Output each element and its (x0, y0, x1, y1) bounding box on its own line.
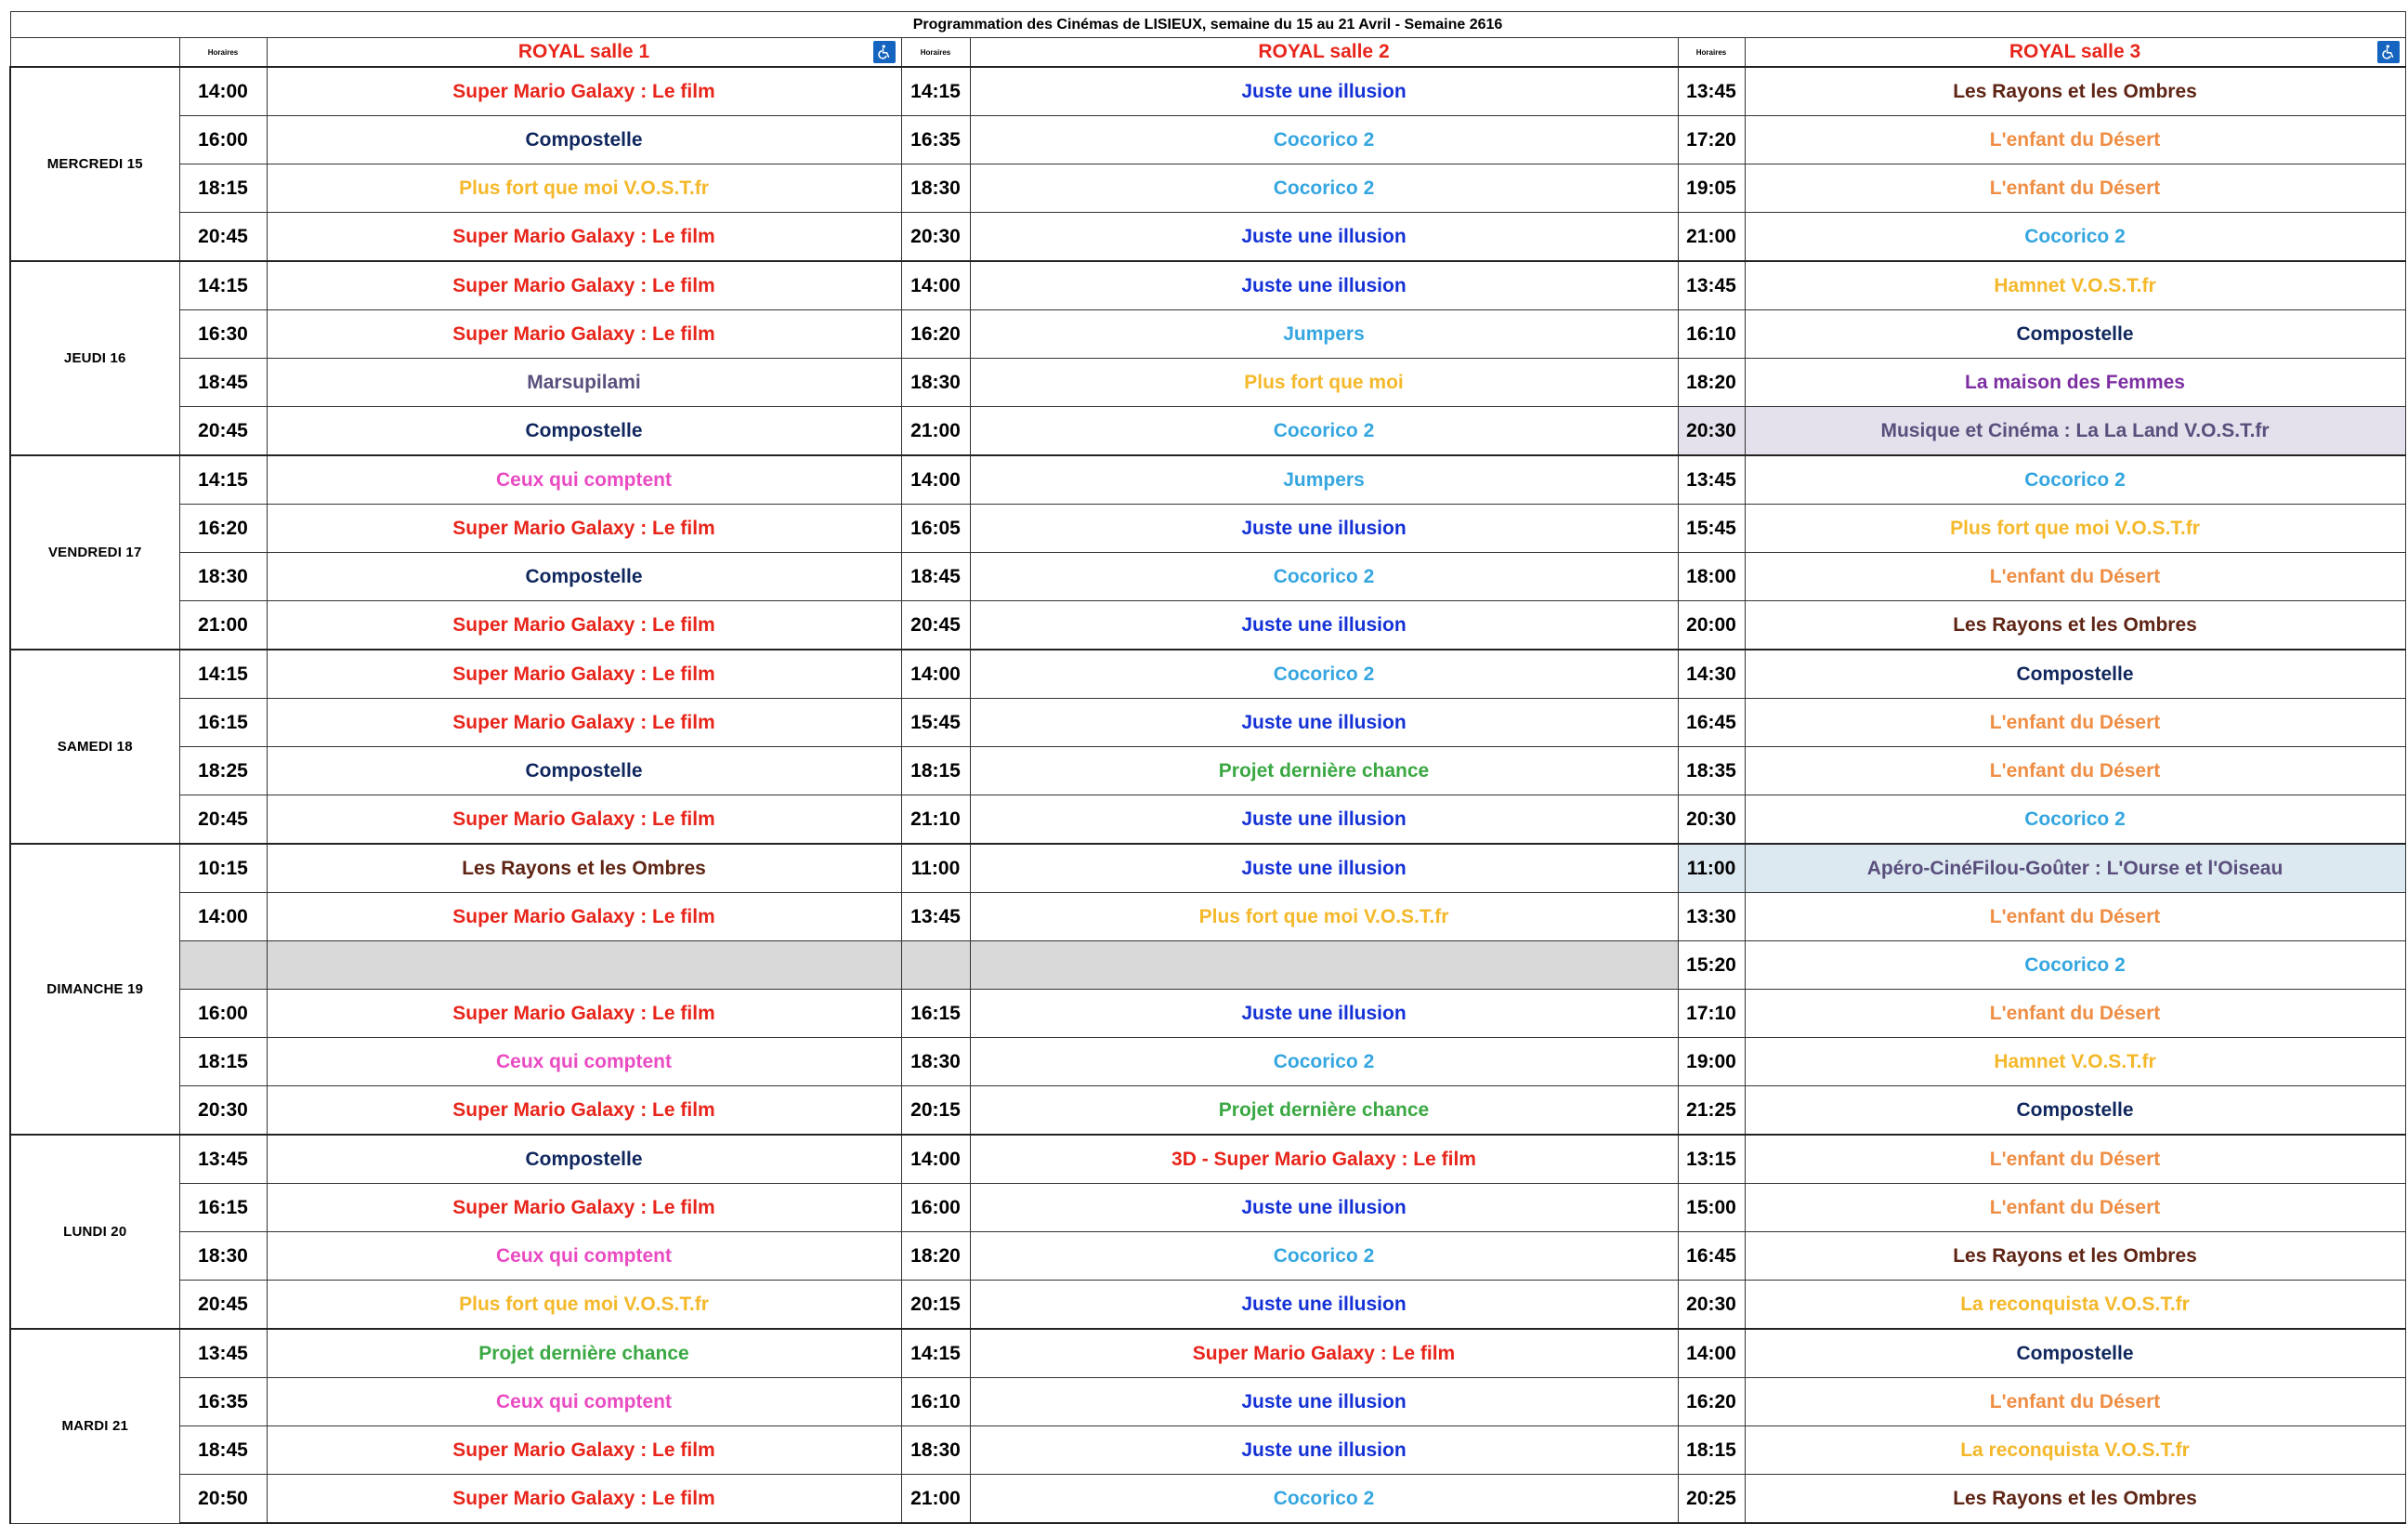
showtime-salle-2: 20:45 (901, 601, 970, 650)
showtime-salle-2: 14:00 (901, 261, 970, 310)
film-title-salle-3: L'enfant du Désert (1745, 553, 2405, 601)
showtime-salle-1: 16:15 (179, 1184, 267, 1232)
film-title-salle-1: Super Mario Galaxy : Le film (267, 213, 901, 262)
film-title-salle-1: Compostelle (267, 747, 901, 795)
wheelchair-accessible-icon (2377, 41, 2400, 63)
showtime-salle-3: 18:20 (1678, 359, 1745, 407)
film-title-salle-1: Super Mario Galaxy : Le film (267, 601, 901, 650)
film-title-salle-1: Super Mario Galaxy : Le film (267, 261, 901, 310)
film-title-salle-3: Hamnet V.O.S.T.fr (1745, 261, 2405, 310)
film-title-salle-3: Cocorico 2 (1745, 213, 2405, 262)
film-title-salle-2: Plus fort que moi (970, 359, 1678, 407)
schedule-row (10, 1426, 2405, 1475)
showtime-salle-2: 14:00 (901, 650, 970, 699)
showtime-salle-3: 13:45 (1678, 67, 1745, 116)
showtime-salle-2: 15:45 (901, 699, 970, 747)
showtime-salle-1: 18:15 (179, 1038, 267, 1086)
day-label: JEUDI 16 (10, 261, 179, 455)
showtime-salle-2: 16:35 (901, 116, 970, 164)
header-day-blank (10, 38, 179, 68)
showtime-salle-2 (901, 941, 970, 990)
showtime-salle-2: 18:30 (901, 359, 970, 407)
showtime-salle-3: 15:00 (1678, 1184, 1745, 1232)
showtime-salle-3: 19:00 (1678, 1038, 1745, 1086)
horaires-label-2: Horaires (901, 38, 970, 68)
schedule-row (10, 1038, 2405, 1086)
showtime-salle-3: 15:20 (1678, 941, 1745, 990)
showtime-salle-3: 19:05 (1678, 164, 1745, 213)
film-title-salle-2: Juste une illusion (970, 699, 1678, 747)
showtime-salle-1: 20:30 (179, 1086, 267, 1136)
showtime-salle-3: 17:10 (1678, 990, 1745, 1038)
film-title-salle-2: Plus fort que moi V.O.S.T.fr (970, 893, 1678, 941)
film-title-salle-2: Juste une illusion (970, 1378, 1678, 1426)
showtime-salle-3: 14:30 (1678, 650, 1745, 699)
film-title-salle-2: Cocorico 2 (970, 116, 1678, 164)
showtime-salle-1: 16:35 (179, 1378, 267, 1426)
header-row (10, 38, 2405, 68)
film-title-salle-2: Juste une illusion (970, 601, 1678, 650)
showtime-salle-1: 13:45 (179, 1329, 267, 1378)
film-title-salle-2: Projet dernière chance (970, 1086, 1678, 1136)
schedule-row (10, 505, 2405, 553)
film-title-salle-2: Juste une illusion (970, 795, 1678, 845)
showtime-salle-2: 21:00 (901, 407, 970, 456)
film-title-salle-2: Juste une illusion (970, 67, 1678, 116)
film-title-salle-3: L'enfant du Désert (1745, 1378, 2405, 1426)
film-title-salle-3: L'enfant du Désert (1745, 747, 2405, 795)
film-title-salle-1: Super Mario Galaxy : Le film (267, 650, 901, 699)
film-title-salle-2: Juste une illusion (970, 213, 1678, 262)
showtime-salle-2: 20:15 (901, 1086, 970, 1136)
film-title-salle-1: Super Mario Galaxy : Le film (267, 795, 901, 845)
horaires-label-3: Horaires (1678, 38, 1745, 68)
schedule-row (10, 699, 2405, 747)
wheelchair-accessible-icon (873, 41, 896, 63)
film-title-salle-2: Cocorico 2 (970, 407, 1678, 456)
showtime-salle-3: 20:00 (1678, 601, 1745, 650)
showtime-salle-3: 11:00 (1678, 844, 1745, 893)
showtime-salle-3: 20:30 (1678, 1281, 1745, 1330)
film-title-salle-3: Compostelle (1745, 650, 2405, 699)
film-title-salle-1: Compostelle (267, 116, 901, 164)
day-label: MERCREDI 15 (10, 67, 179, 261)
showtime-salle-1: 18:30 (179, 553, 267, 601)
film-title-salle-3: La reconquista V.O.S.T.fr (1745, 1281, 2405, 1330)
film-title-salle-3: Musique et Cinéma : La La Land V.O.S.T.fr (1745, 407, 2405, 456)
schedule-row (10, 990, 2405, 1038)
film-title-salle-2: Projet dernière chance (970, 747, 1678, 795)
film-title-salle-1: Super Mario Galaxy : Le film (267, 1475, 901, 1524)
showtime-salle-1: 18:15 (179, 164, 267, 213)
showtime-salle-3: 21:25 (1678, 1086, 1745, 1136)
schedule-row (10, 1329, 2405, 1378)
showtime-salle-3: 14:00 (1678, 1329, 1745, 1378)
schedule-row (10, 1135, 2405, 1184)
film-title-salle-3: Cocorico 2 (1745, 455, 2405, 505)
showtime-salle-1 (179, 941, 267, 990)
film-title-salle-1: Super Mario Galaxy : Le film (267, 1426, 901, 1475)
showtime-salle-2: 14:15 (901, 67, 970, 116)
showtime-salle-3: 21:00 (1678, 213, 1745, 262)
film-title-salle-2: Juste une illusion (970, 1426, 1678, 1475)
film-title-salle-3: La maison des Femmes (1745, 359, 2405, 407)
showtime-salle-3: 20:25 (1678, 1475, 1745, 1524)
showtime-salle-3: 13:45 (1678, 261, 1745, 310)
showtime-salle-1: 16:20 (179, 505, 267, 553)
film-title-salle-1: Super Mario Galaxy : Le film (267, 699, 901, 747)
film-title-salle-1: Plus fort que moi V.O.S.T.fr (267, 164, 901, 213)
showtime-salle-1: 18:45 (179, 359, 267, 407)
film-title-salle-1: Plus fort que moi V.O.S.T.fr (267, 1281, 901, 1330)
schedule-row (10, 116, 2405, 164)
film-title-salle-3: L'enfant du Désert (1745, 990, 2405, 1038)
film-title-salle-2: Juste une illusion (970, 261, 1678, 310)
showtime-salle-1: 20:45 (179, 795, 267, 845)
showtime-salle-1: 14:15 (179, 261, 267, 310)
film-title-salle-3: Hamnet V.O.S.T.fr (1745, 1038, 2405, 1086)
showtime-salle-2: 18:20 (901, 1232, 970, 1281)
showtime-salle-1: 21:00 (179, 601, 267, 650)
schedule-row (10, 941, 2405, 990)
film-title-salle-2: Jumpers (970, 455, 1678, 505)
film-title-salle-3: Les Rayons et les Ombres (1745, 601, 2405, 650)
film-title-salle-2: Cocorico 2 (970, 1038, 1678, 1086)
film-title-salle-2: Juste une illusion (970, 1184, 1678, 1232)
film-title-salle-1: Projet dernière chance (267, 1329, 901, 1378)
schedule-row (10, 407, 2405, 456)
showtime-salle-1: 18:45 (179, 1426, 267, 1475)
showtime-salle-3: 20:30 (1678, 795, 1745, 845)
showtime-salle-2: 18:30 (901, 1426, 970, 1475)
showtime-salle-1: 14:15 (179, 650, 267, 699)
schedule-row (10, 359, 2405, 407)
showtime-salle-3: 17:20 (1678, 116, 1745, 164)
showtime-salle-3: 16:20 (1678, 1378, 1745, 1426)
film-title-salle-3: L'enfant du Désert (1745, 1184, 2405, 1232)
showtime-salle-1: 18:30 (179, 1232, 267, 1281)
schedule-row (10, 213, 2405, 262)
film-title-salle-1: Ceux qui comptent (267, 1378, 901, 1426)
schedule-row (10, 1184, 2405, 1232)
film-title-salle-3: L'enfant du Désert (1745, 893, 2405, 941)
showtime-salle-1: 10:15 (179, 844, 267, 893)
showtime-salle-2: 16:05 (901, 505, 970, 553)
showtime-salle-2: 21:00 (901, 1475, 970, 1524)
film-title-salle-1: Super Mario Galaxy : Le film (267, 1086, 901, 1136)
showtime-salle-3: 20:30 (1678, 407, 1745, 456)
schedule-row (10, 1475, 2405, 1524)
schedule-row (10, 844, 2405, 893)
film-title-salle-1: Super Mario Galaxy : Le film (267, 990, 901, 1038)
showtime-salle-1: 14:15 (179, 455, 267, 505)
showtime-salle-1: 20:50 (179, 1475, 267, 1524)
film-title-salle-1: Ceux qui comptent (267, 1038, 901, 1086)
schedule-row (10, 164, 2405, 213)
showtime-salle-2: 16:15 (901, 990, 970, 1038)
film-title-salle-3: L'enfant du Désert (1745, 699, 2405, 747)
schedule-row (10, 1232, 2405, 1281)
showtime-salle-2: 16:00 (901, 1184, 970, 1232)
schedule-row (10, 455, 2405, 505)
salle-1-name: ROYAL salle 1 (517, 41, 650, 62)
schedule-row (10, 553, 2405, 601)
schedule-row (10, 893, 2405, 941)
film-title-salle-2: Cocorico 2 (970, 1232, 1678, 1281)
film-title-salle-3: Les Rayons et les Ombres (1745, 67, 2405, 116)
schedule-row (10, 601, 2405, 650)
page-title: Programmation des Cinémas de LISIEUX, semaine du 15 au 21 Avril - Semaine 2616 (10, 12, 2405, 38)
film-title-salle-2: Cocorico 2 (970, 164, 1678, 213)
showtime-salle-2: 18:15 (901, 747, 970, 795)
showtime-salle-3: 18:00 (1678, 553, 1745, 601)
film-title-salle-3: L'enfant du Désert (1745, 164, 2405, 213)
film-title-salle-2: Juste une illusion (970, 990, 1678, 1038)
schedule-row (10, 310, 2405, 359)
day-label: DIMANCHE 19 (10, 844, 179, 1135)
showtime-salle-1: 16:30 (179, 310, 267, 359)
showtime-salle-2: 11:00 (901, 844, 970, 893)
showtime-salle-2: 18:30 (901, 1038, 970, 1086)
showtime-salle-3: 16:10 (1678, 310, 1745, 359)
film-title-salle-1: Compostelle (267, 1135, 901, 1184)
film-title-salle-3: L'enfant du Désert (1745, 116, 2405, 164)
showtime-salle-1: 20:45 (179, 1281, 267, 1330)
day-label: LUNDI 20 (10, 1135, 179, 1329)
film-title-salle-2: Juste une illusion (970, 1281, 1678, 1330)
showtime-salle-1: 14:00 (179, 893, 267, 941)
showtime-salle-1: 20:45 (179, 213, 267, 262)
showtime-salle-3: 15:45 (1678, 505, 1745, 553)
showtime-salle-1: 13:45 (179, 1135, 267, 1184)
showtime-salle-2: 16:10 (901, 1378, 970, 1426)
film-title-salle-2: Super Mario Galaxy : Le film (970, 1329, 1678, 1378)
film-title-salle-3: Compostelle (1745, 310, 2405, 359)
film-title-salle-1: Super Mario Galaxy : Le film (267, 893, 901, 941)
film-title-salle-3: Apéro-CinéFilou-Goûter : L'Ourse et l'Oiseau (1745, 844, 2405, 893)
showtime-salle-1: 18:25 (179, 747, 267, 795)
film-title-salle-1: Ceux qui comptent (267, 455, 901, 505)
schedule-table (9, 11, 2406, 1524)
showtime-salle-2: 18:45 (901, 553, 970, 601)
schedule-row (10, 261, 2405, 310)
film-title-salle-1: Super Mario Galaxy : Le film (267, 67, 901, 116)
film-title-salle-1: Super Mario Galaxy : Le film (267, 505, 901, 553)
showtime-salle-2: 14:00 (901, 455, 970, 505)
film-title-salle-2: Juste une illusion (970, 844, 1678, 893)
salle-2-header (970, 38, 1678, 68)
showtime-salle-3: 13:15 (1678, 1135, 1745, 1184)
day-label: MARDI 21 (10, 1329, 179, 1523)
film-title-salle-1 (267, 941, 901, 990)
showtime-salle-1: 20:45 (179, 407, 267, 456)
film-title-salle-2: Cocorico 2 (970, 553, 1678, 601)
showtime-salle-3: 16:45 (1678, 1232, 1745, 1281)
day-label: VENDREDI 17 (10, 455, 179, 650)
schedule-row (10, 67, 2405, 116)
showtime-salle-2: 14:00 (901, 1135, 970, 1184)
film-title-salle-3: Les Rayons et les Ombres (1745, 1475, 2405, 1524)
film-title-salle-1: Marsupilami (267, 359, 901, 407)
film-title-salle-3: Compostelle (1745, 1329, 2405, 1378)
film-title-salle-3: Compostelle (1745, 1086, 2405, 1136)
showtime-salle-1: 16:00 (179, 116, 267, 164)
film-title-salle-3: La reconquista V.O.S.T.fr (1745, 1426, 2405, 1475)
film-title-salle-1: Super Mario Galaxy : Le film (267, 310, 901, 359)
showtime-salle-3: 16:45 (1678, 699, 1745, 747)
showtime-salle-2: 21:10 (901, 795, 970, 845)
schedule-row (10, 1281, 2405, 1330)
film-title-salle-3: Cocorico 2 (1745, 941, 2405, 990)
salle-2-name: ROYAL salle 2 (1258, 41, 1390, 62)
film-title-salle-3: Cocorico 2 (1745, 795, 2405, 845)
showtime-salle-2: 20:30 (901, 213, 970, 262)
film-title-salle-3: Les Rayons et les Ombres (1745, 1232, 2405, 1281)
showtime-salle-3: 18:15 (1678, 1426, 1745, 1475)
schedule-row (10, 1086, 2405, 1136)
showtime-salle-1: 16:00 (179, 990, 267, 1038)
title-row (10, 12, 2405, 38)
showtime-salle-2: 14:15 (901, 1329, 970, 1378)
schedule-row (10, 795, 2405, 845)
showtime-salle-3: 18:35 (1678, 747, 1745, 795)
schedule-body (10, 12, 2405, 1524)
showtime-salle-3: 13:30 (1678, 893, 1745, 941)
film-title-salle-1: Les Rayons et les Ombres (267, 844, 901, 893)
film-title-salle-1: Super Mario Galaxy : Le film (267, 1184, 901, 1232)
schedule-row (10, 1378, 2405, 1426)
film-title-salle-3: Plus fort que moi V.O.S.T.fr (1745, 505, 2405, 553)
day-label: SAMEDI 18 (10, 650, 179, 844)
film-title-salle-2: Cocorico 2 (970, 1475, 1678, 1524)
salle-1-header (267, 38, 901, 68)
showtime-salle-2: 20:15 (901, 1281, 970, 1330)
showtime-salle-1: 14:00 (179, 67, 267, 116)
film-title-salle-2: 3D - Super Mario Galaxy : Le film (970, 1135, 1678, 1184)
schedule-row (10, 747, 2405, 795)
salle-3-name: ROYAL salle 3 (2009, 41, 2141, 62)
film-title-salle-1: Ceux qui comptent (267, 1232, 901, 1281)
film-title-salle-2: Cocorico 2 (970, 650, 1678, 699)
showtime-salle-2: 13:45 (901, 893, 970, 941)
showtime-salle-3: 13:45 (1678, 455, 1745, 505)
horaires-label-1: Horaires (179, 38, 267, 68)
film-title-salle-3: L'enfant du Désert (1745, 1135, 2405, 1184)
film-title-salle-1: Compostelle (267, 407, 901, 456)
showtime-salle-2: 18:30 (901, 164, 970, 213)
schedule-row (10, 650, 2405, 699)
film-title-salle-2 (970, 941, 1678, 990)
film-title-salle-2: Juste une illusion (970, 505, 1678, 553)
film-title-salle-1: Compostelle (267, 553, 901, 601)
showtime-salle-1: 16:15 (179, 699, 267, 747)
film-title-salle-2: Jumpers (970, 310, 1678, 359)
showtime-salle-2: 16:20 (901, 310, 970, 359)
salle-3-header (1745, 38, 2405, 68)
